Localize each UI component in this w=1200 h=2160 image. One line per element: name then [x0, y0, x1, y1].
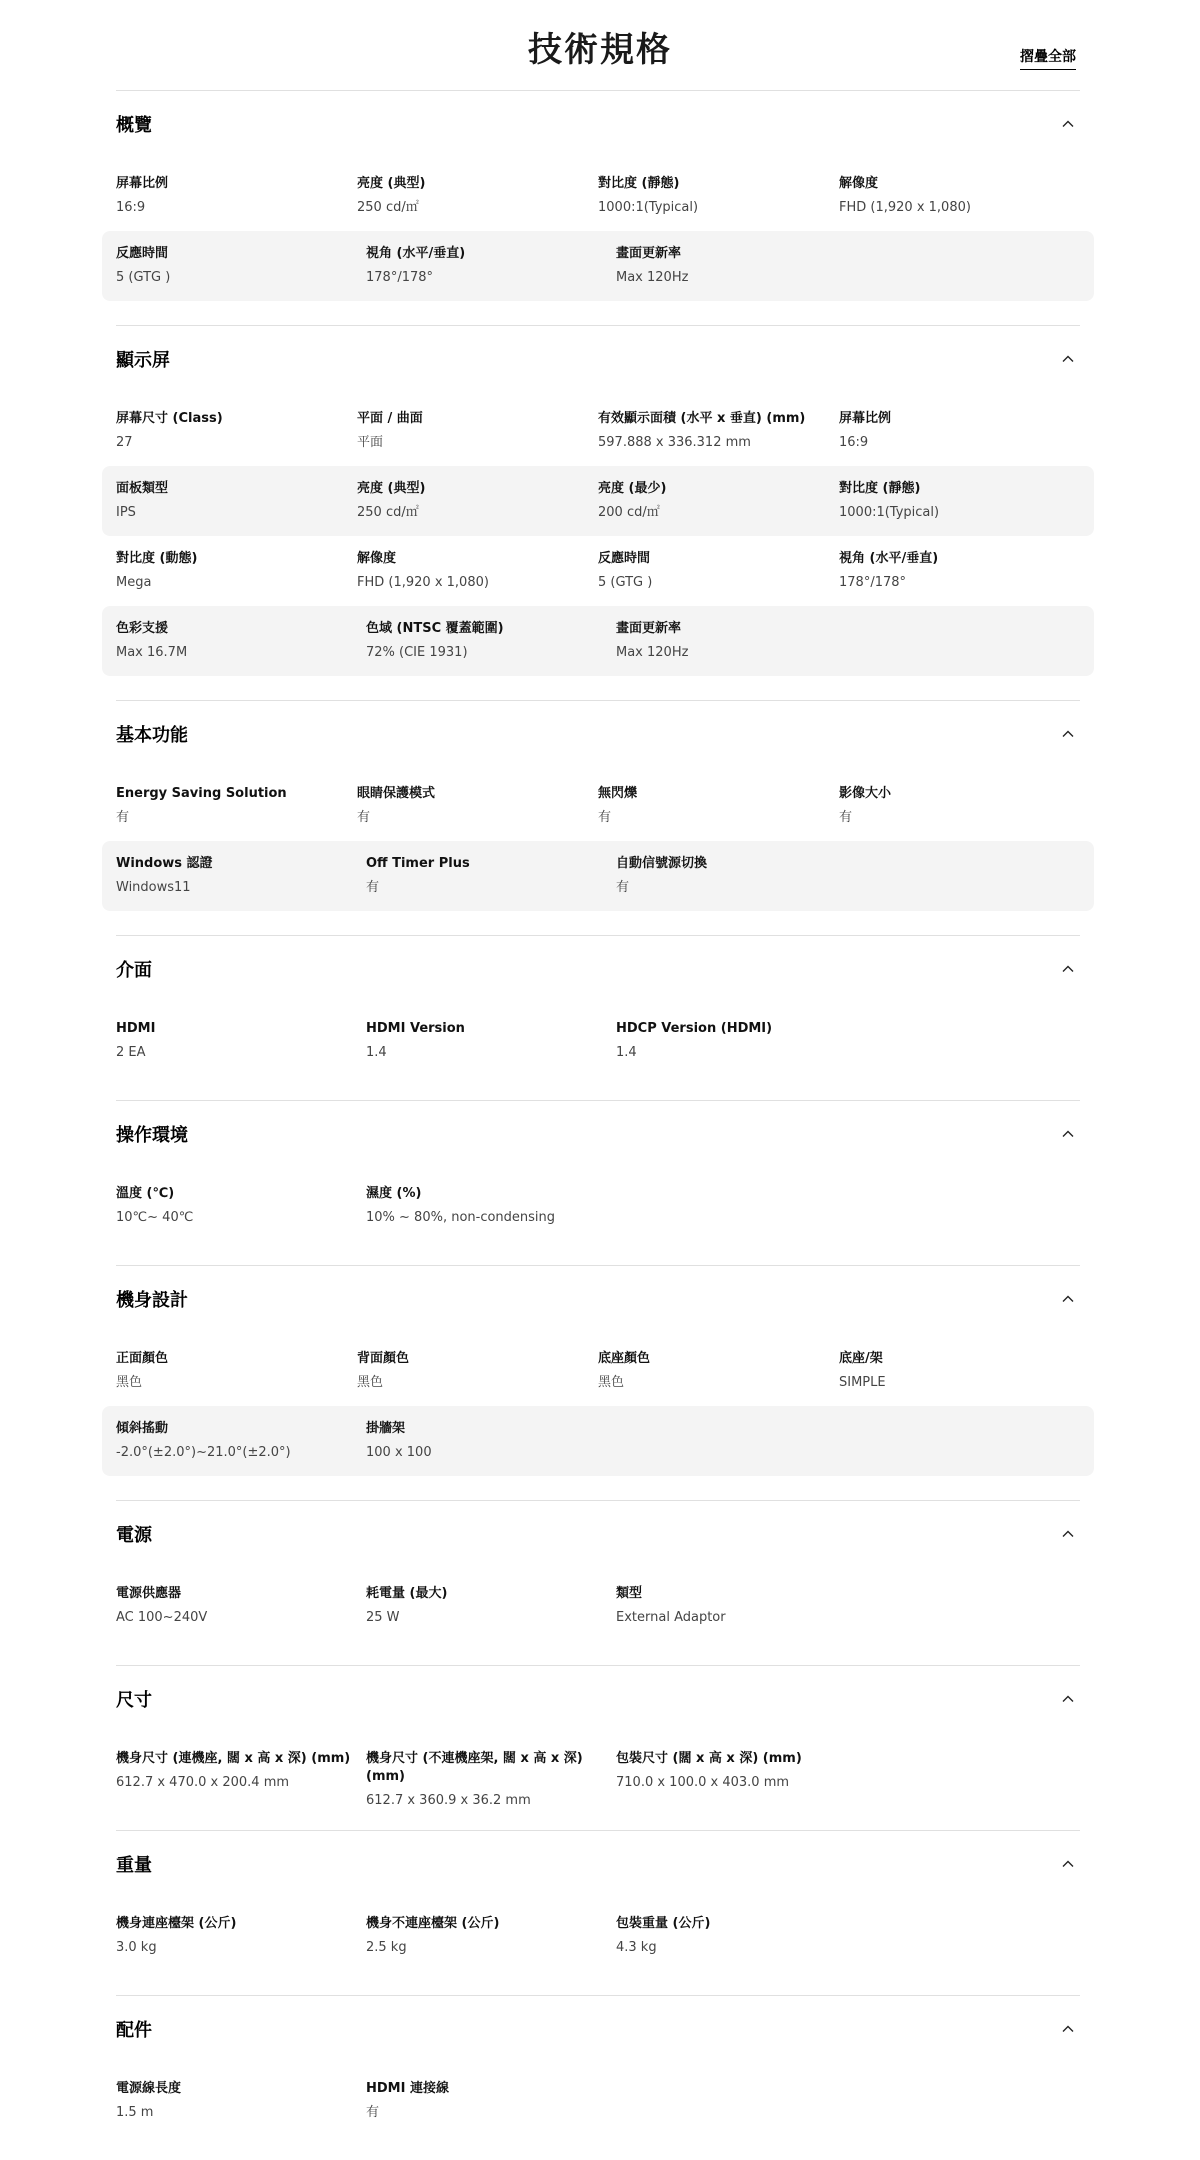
spec-value: IPS [116, 505, 136, 520]
chevron-up-icon[interactable] [1062, 728, 1074, 740]
spec-label: 亮度 (典型) [357, 176, 426, 191]
spec-label: 屏幕比例 [116, 176, 169, 191]
spec-item [598, 466, 839, 536]
spec-label: Windows 認證 [116, 856, 213, 871]
spec-value: 10℃~ 40℃ [116, 1210, 194, 1225]
spec-row [102, 606, 1094, 676]
spec-item [616, 1901, 866, 1971]
spec-item [116, 1171, 366, 1241]
spec-item [366, 1571, 616, 1641]
section-title: 介面 [116, 960, 152, 981]
spec-value: 25 W [366, 1610, 400, 1625]
section-body [116, 771, 1080, 935]
spec-label: 機身尺寸 (連機座, 闊 x 高 x 深) (mm) [116, 1751, 351, 1766]
spec-label: 類型 [616, 1586, 643, 1601]
spec-value: FHD (1,920 x 1,080) [839, 200, 971, 215]
spec-section [116, 1830, 1080, 1995]
spec-item [357, 161, 598, 231]
spec-value: 710.0 x 100.0 x 403.0 mm [616, 1775, 790, 1790]
section-header[interactable] [116, 1831, 1080, 1901]
spec-value: 2 EA [116, 1045, 146, 1060]
spec-row [102, 1171, 1094, 1241]
spec-value: AC 100~240V [116, 1610, 208, 1625]
chevron-up-icon[interactable] [1062, 1128, 1074, 1140]
spec-row [102, 1006, 1094, 1076]
spec-value: 3.0 kg [116, 1940, 157, 1955]
spec-label: 影像大小 [839, 786, 892, 801]
spec-item [366, 1406, 616, 1476]
spec-item [598, 161, 839, 231]
spec-label: 色域 (NTSC 覆蓋範圍) [366, 621, 504, 636]
page-header [0, 0, 1200, 90]
spec-section [116, 90, 1080, 325]
section-title: 機身設計 [116, 1290, 188, 1311]
spec-value: FHD (1,920 x 1,080) [357, 575, 489, 590]
spec-label: 機身不連座檯架 (公斤) [366, 1916, 500, 1931]
spec-label: 機身連座檯架 (公斤) [116, 1916, 237, 1931]
section-title: 顯示屏 [116, 350, 170, 371]
spec-label: 機身尺寸 (不連機座架, 闊 x 高 x 深) (mm) [366, 1751, 583, 1784]
spec-label: 有效顯示面積 (水平 x 垂直) (mm) [598, 411, 806, 426]
spec-label: Off Timer Plus [366, 856, 470, 871]
spec-item [616, 841, 866, 911]
spec-label: 掛牆架 [366, 1421, 406, 1436]
spec-value: Windows11 [116, 880, 191, 895]
spec-value: 178°/178° [839, 575, 907, 590]
spec-label: 色彩支援 [116, 621, 169, 636]
spec-row [102, 2066, 1094, 2136]
spec-label: 耗電量 (最大) [366, 1586, 448, 1601]
spec-value: 有 [366, 2105, 380, 2120]
page-title: 技術規格 [528, 30, 672, 70]
section-header[interactable] [116, 936, 1080, 1006]
spec-value: 2.5 kg [366, 1940, 407, 1955]
spec-value: 黑色 [598, 1375, 625, 1390]
spec-section [116, 935, 1080, 1100]
spec-row [102, 466, 1094, 536]
spec-label: 畫面更新率 [616, 246, 682, 261]
chevron-up-icon[interactable] [1062, 1858, 1074, 1870]
spec-item [116, 396, 357, 466]
section-header[interactable] [116, 1501, 1080, 1571]
spec-value: 16:9 [839, 435, 869, 450]
spec-label: 傾斜搖動 [116, 1421, 169, 1436]
spec-item [357, 1336, 598, 1406]
spec-value: 200 cd/㎡ [598, 505, 660, 520]
spec-item [598, 536, 839, 606]
spec-value: 250 cd/㎡ [357, 505, 419, 520]
spec-label: 濕度 (%) [366, 1186, 422, 1201]
spec-label: Energy Saving Solution [116, 786, 287, 801]
spec-label: 反應時間 [116, 246, 169, 261]
spec-row [102, 1736, 1094, 1806]
spec-section [116, 1995, 1080, 2160]
spec-label: 解像度 [357, 551, 397, 566]
spec-label: 溫度 (℃) [116, 1186, 175, 1201]
section-title: 配件 [116, 2020, 152, 2041]
spec-item [116, 1571, 366, 1641]
spec-value: 1.5 m [116, 2105, 154, 2120]
spec-label: 背面顏色 [357, 1351, 410, 1366]
spec-label: 自動信號源切換 [616, 856, 708, 871]
spec-value: 612.7 x 470.0 x 200.4 mm [116, 1775, 290, 1790]
spec-label: 亮度 (最少) [598, 481, 667, 496]
spec-value: -2.0°(±2.0°)~21.0°(±2.0°) [116, 1445, 291, 1460]
section-title: 尺寸 [116, 1690, 152, 1711]
spec-label: 包裝尺寸 (闊 x 高 x 深) (mm) [616, 1751, 802, 1766]
spec-label: 包裝重量 (公斤) [616, 1916, 711, 1931]
spec-value: 有 [616, 880, 630, 895]
spec-value: 5 (GTG ) [598, 575, 653, 590]
chevron-up-icon[interactable] [1062, 2023, 1074, 2035]
spec-label: 平面 / 曲面 [357, 411, 423, 426]
section-body [116, 1736, 1080, 1830]
spec-value: SIMPLE [839, 1375, 886, 1390]
spec-label: 視角 (水平/垂直) [839, 551, 939, 566]
section-header[interactable] [116, 91, 1080, 161]
spec-value: 1.4 [366, 1045, 387, 1060]
spec-value: 27 [116, 435, 133, 450]
spec-item [616, 606, 866, 676]
spec-label: 對比度 (靜態) [598, 176, 680, 191]
spec-value: Mega [116, 575, 152, 590]
spec-label: HDMI [116, 1021, 156, 1036]
section-body [116, 1171, 1080, 1265]
spec-value: 有 [839, 810, 853, 825]
spec-label: 對比度 (靜態) [839, 481, 921, 496]
chevron-up-icon[interactable] [1062, 1528, 1074, 1540]
spec-value: 178°/178° [366, 270, 434, 285]
spec-section [116, 1500, 1080, 1665]
section-header[interactable] [116, 1266, 1080, 1336]
chevron-up-icon[interactable] [1062, 1293, 1074, 1305]
spec-value: 有 [357, 810, 371, 825]
spec-row [102, 1571, 1094, 1641]
spec-section [116, 1100, 1080, 1265]
spec-value: 有 [116, 810, 130, 825]
chevron-up-icon[interactable] [1062, 1693, 1074, 1705]
spec-row [102, 1336, 1094, 1406]
spec-item [116, 841, 366, 911]
section-header[interactable] [116, 701, 1080, 771]
section-header[interactable] [116, 1996, 1080, 2066]
spec-item [116, 771, 357, 841]
spec-item [839, 536, 1080, 606]
spec-item [357, 396, 598, 466]
spec-item [366, 841, 616, 911]
section-title: 基本功能 [116, 725, 188, 746]
spec-item [616, 1571, 866, 1641]
spec-value: 平面 [357, 435, 384, 450]
spec-item [116, 231, 366, 301]
spec-item [366, 1171, 616, 1241]
spec-section [116, 1665, 1080, 1830]
spec-label: 無閃爍 [598, 786, 638, 801]
spec-item [616, 1736, 866, 1806]
spec-value: 597.888 x 336.312 mm [598, 435, 751, 450]
spec-value: 4.3 kg [616, 1940, 657, 1955]
spec-label: 正面顏色 [116, 1351, 169, 1366]
spec-item [357, 466, 598, 536]
spec-item [366, 1736, 616, 1806]
spec-label: 電源線長度 [116, 2081, 182, 2096]
spec-item [366, 231, 616, 301]
spec-value: Max 120Hz [616, 645, 689, 660]
spec-item [116, 606, 366, 676]
spec-item [839, 161, 1080, 231]
spec-label: HDMI Version [366, 1021, 465, 1036]
collapse-all-link[interactable]: 摺疊全部 [1020, 46, 1076, 70]
spec-value: 有 [598, 810, 612, 825]
spec-label: 亮度 (典型) [357, 481, 426, 496]
spec-row [102, 771, 1094, 841]
spec-label: 底座/架 [839, 1351, 883, 1366]
spec-item [116, 1336, 357, 1406]
spec-row [102, 396, 1094, 466]
spec-section [116, 325, 1080, 700]
spec-label: 眼睛保護模式 [357, 786, 436, 801]
spec-item [357, 771, 598, 841]
chevron-up-icon[interactable] [1062, 118, 1074, 130]
spec-value: 黑色 [116, 1375, 143, 1390]
spec-value: 612.7 x 360.9 x 36.2 mm [366, 1793, 531, 1808]
spec-label: HDCP Version (HDMI) [616, 1021, 773, 1036]
section-body [116, 1336, 1080, 1500]
spec-label: 電源供應器 [116, 1586, 182, 1601]
section-header[interactable] [116, 326, 1080, 396]
spec-item [616, 231, 866, 301]
spec-item [598, 771, 839, 841]
section-title: 操作環境 [116, 1125, 188, 1146]
spec-item [366, 606, 616, 676]
section-body [116, 2066, 1080, 2160]
spec-item [839, 771, 1080, 841]
section-title: 電源 [116, 1525, 152, 1546]
spec-value: 1000:1(Typical) [598, 200, 699, 215]
spec-row [102, 231, 1094, 301]
spec-value: 有 [366, 880, 380, 895]
section-body [116, 1571, 1080, 1665]
spec-item [366, 1006, 616, 1076]
spec-label: 畫面更新率 [616, 621, 682, 636]
spec-item [366, 2066, 616, 2136]
spec-item [116, 1901, 366, 1971]
spec-item [839, 1336, 1080, 1406]
spec-item [839, 396, 1080, 466]
spec-value: External Adaptor [616, 1610, 726, 1625]
spec-item [116, 1406, 366, 1476]
section-title: 概覽 [116, 115, 152, 136]
spec-item [116, 161, 357, 231]
section-body [116, 396, 1080, 700]
spec-row [102, 1406, 1094, 1476]
spec-label: 面板類型 [116, 481, 169, 496]
spec-item [116, 1736, 366, 1806]
spec-item [839, 466, 1080, 536]
section-header[interactable] [116, 1101, 1080, 1171]
spec-label: 對比度 (動態) [116, 551, 198, 566]
spec-value: 72% (CIE 1931) [366, 645, 468, 660]
chevron-up-icon[interactable] [1062, 353, 1074, 365]
section-body [116, 1901, 1080, 1995]
spec-label: 反應時間 [598, 551, 651, 566]
section-body [116, 1006, 1080, 1100]
spec-section [116, 1265, 1080, 1500]
spec-item [598, 396, 839, 466]
spec-row [102, 1901, 1094, 1971]
spec-section [116, 700, 1080, 935]
spec-value: Max 16.7M [116, 645, 188, 660]
spec-item [366, 1901, 616, 1971]
spec-item [357, 536, 598, 606]
spec-item [116, 1006, 366, 1076]
spec-label: 屏幕比例 [839, 411, 892, 426]
spec-label: 屏幕尺寸 (Class) [116, 411, 223, 426]
section-title: 重量 [116, 1855, 152, 1876]
spec-row [102, 841, 1094, 911]
spec-sections [0, 90, 1200, 2160]
section-header[interactable] [116, 1666, 1080, 1736]
spec-value: 1.4 [616, 1045, 637, 1060]
spec-value: Max 120Hz [616, 270, 689, 285]
spec-value: 1000:1(Typical) [839, 505, 940, 520]
spec-label: 視角 (水平/垂直) [366, 246, 466, 261]
spec-value: 100 x 100 [366, 1445, 432, 1460]
spec-item [116, 2066, 366, 2136]
spec-row [102, 536, 1094, 606]
spec-value: 5 (GTG ) [116, 270, 171, 285]
chevron-up-icon[interactable] [1062, 963, 1074, 975]
spec-item [116, 536, 357, 606]
spec-label: 底座顏色 [598, 1351, 651, 1366]
spec-label: HDMI 連接線 [366, 2081, 449, 2096]
section-body [116, 161, 1080, 325]
spec-label: 解像度 [839, 176, 879, 191]
spec-value: 16:9 [116, 200, 146, 215]
spec-value: 黑色 [357, 1375, 384, 1390]
spec-value: 10% ~ 80%, non-condensing [366, 1210, 556, 1225]
spec-item [598, 1336, 839, 1406]
spec-item [116, 466, 357, 536]
spec-item [616, 1006, 866, 1076]
spec-row [102, 161, 1094, 231]
spec-value: 250 cd/㎡ [357, 200, 419, 215]
